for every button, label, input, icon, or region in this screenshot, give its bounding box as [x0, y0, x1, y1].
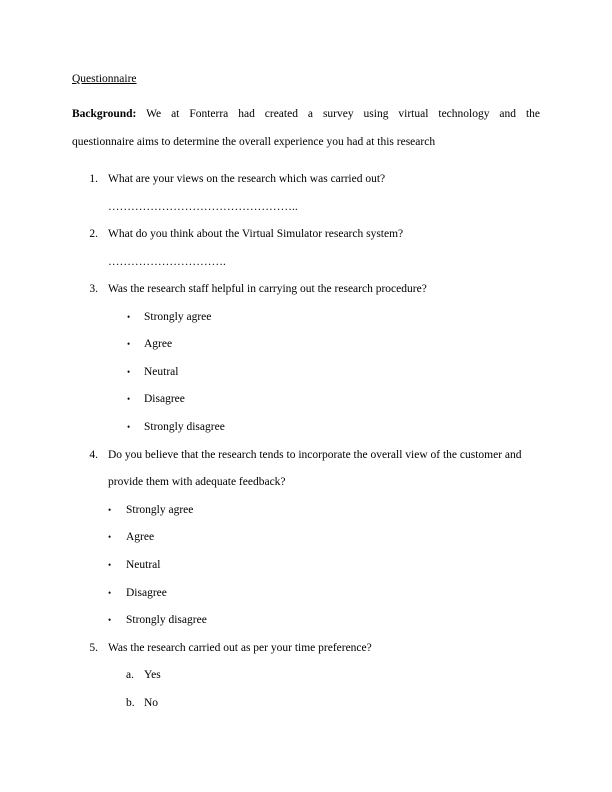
question-text: What do you think about the Virtual Simulator research system? [108, 228, 404, 240]
question-text: Was the research carried out as per your time preference? [108, 642, 372, 654]
bullet-icon: • [127, 312, 131, 322]
bullet-icon: • [108, 615, 112, 625]
question-text: Do you believe that the research tends to incorporate the overall view of the customer and [108, 449, 522, 461]
bullet-icon: • [127, 339, 131, 349]
answer-line: …………………………. [108, 256, 226, 268]
question-text: Was the research staff helpful in carrying out the research procedure? [108, 283, 427, 295]
option-label: Yes [144, 669, 161, 681]
option-label: Agree [126, 531, 155, 543]
question-text-continued: provide them with adequate feedback? [108, 476, 286, 488]
option-marker: a. [126, 669, 134, 681]
question-number: 4. [89, 449, 98, 461]
option-label: Agree [144, 338, 173, 350]
background-paragraph-line1 [72, 107, 540, 121]
bullet-icon: • [108, 505, 112, 515]
option-label: Neutral [144, 366, 179, 378]
option-label: Strongly disagree [126, 614, 207, 626]
background-label: Background: [72, 108, 137, 120]
bullet-icon: • [127, 422, 131, 432]
option-label: Neutral [126, 559, 161, 571]
bullet-icon: • [127, 367, 131, 377]
answer-line: ………………………………………….. [108, 201, 298, 213]
question-number: 3. [89, 283, 98, 295]
option-label: Disagree [126, 587, 167, 599]
bullet-icon: • [127, 394, 131, 404]
option-label: Strongly agree [144, 311, 212, 323]
question-number: 5. [89, 642, 98, 654]
question-text: What are your views on the research which was carried out? [108, 173, 386, 185]
option-label: No [144, 697, 159, 709]
option-label: Disagree [144, 393, 185, 405]
bullet-icon: • [108, 560, 112, 570]
question-number: 1. [89, 173, 98, 185]
question-number: 2. [89, 228, 98, 240]
option-label: Strongly agree [126, 504, 194, 516]
option-marker: b. [126, 697, 135, 709]
background-paragraph-line2: questionnaire aims to determine the overall experience you had at this research [72, 136, 436, 148]
background-text-1: We at Fonterra had created a survey using virtual technology and the [146, 108, 541, 120]
document-title: Questionnaire [72, 73, 137, 85]
bullet-icon: • [108, 532, 112, 542]
bullet-icon: • [108, 588, 112, 598]
option-label: Strongly disagree [144, 421, 225, 433]
